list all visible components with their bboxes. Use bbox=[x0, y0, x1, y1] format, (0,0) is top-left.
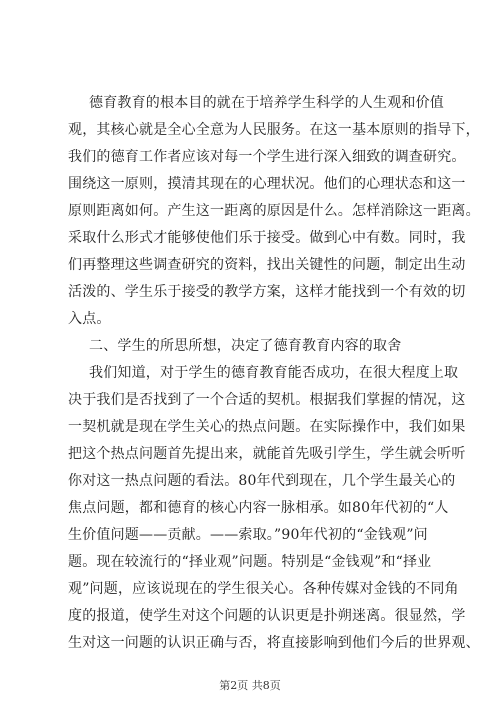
text-line: 德育教育的根本目的就在于培养学生科学的人生观和价值 bbox=[89, 95, 444, 111]
text-line: 活泼的、学生乐于接受的教学方案，这样才能找到一个有效的切 bbox=[68, 284, 466, 300]
text-line: 你对这一热点问题的看法。80年代到现在，几个学生最关心的 bbox=[68, 473, 456, 489]
text-line: 采取什么形式才能够使他们乐于接受。做到心中有数。同时，我 bbox=[68, 230, 466, 246]
text-line: 度的报道，使学生对这个问题的认识更是扑朔迷离。很显然，学 bbox=[68, 608, 466, 624]
text-line: 原则距离如何。产生这一距离的原因是什么。怎样消除这一距离。 bbox=[68, 203, 480, 219]
text-line: 们再整理这些调查研究的资料，找出关键性的问题，制定出生动 bbox=[68, 257, 466, 273]
text-line: 入点。 bbox=[68, 311, 111, 327]
text-line: 把这个热点问题首先提出来，就能首先吸引学生，学生就会听听 bbox=[68, 446, 466, 462]
text-line: 观，其核心就是全心全意为人民服务。在这一基本原则的指导下， bbox=[68, 122, 480, 138]
text-line: 我们知道，对于学生的德育教育能否成功，在很大程度上取 bbox=[89, 365, 459, 381]
text-line: 生对这一问题的认识正确与否，将直接影响到他们今后的世界观、 bbox=[68, 635, 480, 651]
text-line: 围绕这一原则，摸清其现在的心理状况。他们的心理状态和这一 bbox=[68, 176, 466, 192]
text-line: 决于我们是否找到了一个合适的契机。根据我们掌握的情况，这 bbox=[68, 392, 466, 408]
text-line: 题。现在较流行的“择业观”问题。特别是“金钱观”和“择业 bbox=[68, 554, 432, 570]
section-heading: 二、学生的所思所想，决定了德育教育内容的取舍 bbox=[89, 338, 402, 354]
page-number-footer: 第2页 共8页 bbox=[219, 679, 281, 692]
text-line: 我们的德育工作者应该对每一个学生进行深入细致的调查研究。 bbox=[68, 149, 466, 165]
text-line: 生价值问题——贡献。——索取。”90年代初的“金钱观”问 bbox=[68, 527, 428, 543]
text-line: 观”问题，应该说现在的学生很关心。各种传媒对金钱的不同角 bbox=[68, 581, 459, 597]
text-line: 焦点问题，都和德育的核心内容一脉相承。如80年代初的“人 bbox=[68, 500, 449, 516]
text-line: 一契机就是现在学生关心的热点问题。在实际操作中，我们如果 bbox=[68, 419, 466, 435]
